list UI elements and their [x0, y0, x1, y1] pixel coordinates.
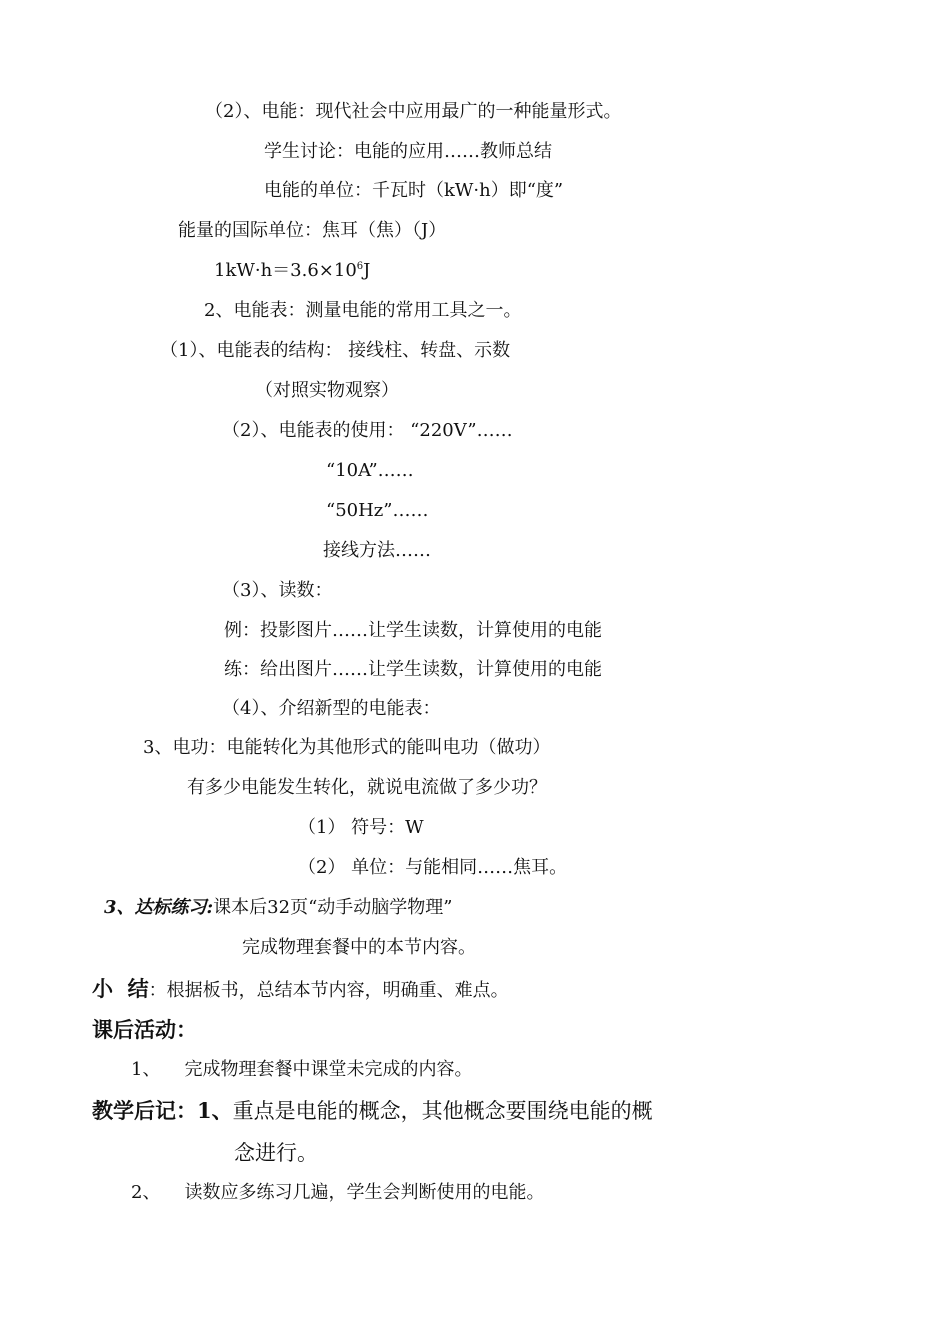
- formula-line: [214, 259, 370, 283]
- formula-unit: J: [363, 260, 371, 281]
- text-line: 3、电功：电能转化为其他形式的能叫电功（做功）: [143, 737, 551, 758]
- text-line: （2）、电能表的使用： “220V”……: [222, 420, 513, 441]
- practice-text: 课本后32页“动手动脑学物理”: [213, 897, 453, 918]
- practice-line: [104, 896, 452, 920]
- text-line: （1）、电能表的结构： 接线柱、转盘、示数: [160, 340, 511, 361]
- summary-line: [92, 975, 509, 1003]
- text-line: 电能的单位：千瓦时（kW·h）即“度”: [264, 180, 564, 201]
- text-line: （对照实物观察）: [255, 380, 399, 401]
- list-text: 读数应多练习几遍，学生会判断使用的电能。: [184, 1182, 545, 1203]
- text-line: 有多少电能发生转化，就说电流做了多少功？: [187, 777, 547, 798]
- practice-label: 3、达标练习:: [104, 897, 214, 918]
- summary-text: ：根据板书，总结本节内容，明确重、难点。: [148, 980, 509, 1001]
- notes-text: 重点是电能的概念，其他概念要围绕电能的概: [232, 1099, 653, 1123]
- text-line: “10A”……: [326, 460, 414, 481]
- text-line: 接线方法……: [323, 540, 431, 561]
- list-text: 完成物理套餐中课堂未完成的内容。: [184, 1059, 473, 1080]
- list-item: [131, 1058, 472, 1082]
- text-line: （3）、读数：: [222, 580, 333, 601]
- text-line: （2） 单位：与能相同……焦耳。: [298, 857, 568, 878]
- text-line: （2）、电能：现代社会中应用最广的一种能量形式。: [205, 101, 622, 122]
- formula-exponent: 6: [356, 261, 364, 272]
- text-line: 例：投影图片……让学生读数，计算使用的电能: [224, 620, 602, 641]
- text-line: （1） 符号：W: [298, 817, 424, 838]
- list-item: [131, 1181, 544, 1205]
- text-line: 2、电能表：测量电能的常用工具之一。: [204, 300, 522, 321]
- summary-label: 小 结: [92, 976, 149, 1001]
- notes-line: [92, 1097, 653, 1125]
- notes-label: 教学后记：1、: [92, 1098, 233, 1123]
- list-number: 1、: [131, 1059, 161, 1080]
- list-number: 2、: [131, 1182, 161, 1203]
- text-line: 念进行。: [234, 1141, 318, 1165]
- text-line: 完成物理套餐中的本节内容。: [242, 937, 476, 958]
- formula-base: 1kW·h＝3.6×10: [214, 260, 357, 281]
- text-line: 练：给出图片……让学生读数，计算使用的电能: [224, 659, 602, 680]
- text-line: 能量的国际单位：焦耳（焦）（J）: [178, 220, 447, 241]
- text-line: （4）、介绍新型的电能表：: [222, 698, 441, 719]
- section-heading: 课后活动：: [92, 1017, 197, 1042]
- text-line: “50Hz”……: [326, 500, 429, 521]
- text-line: 学生讨论：电能的应用……教师总结: [264, 141, 552, 162]
